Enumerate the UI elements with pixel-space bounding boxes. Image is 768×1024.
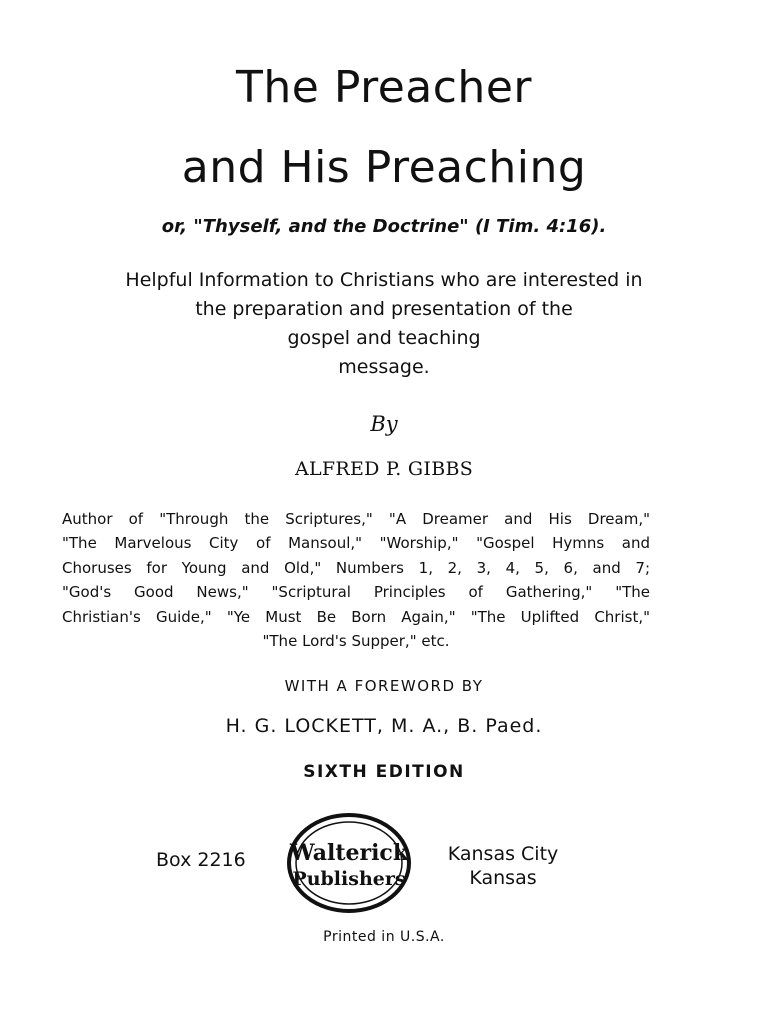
logo-text-line-2: Publishers xyxy=(292,868,406,890)
other-works-line: Choruses for Young and Old," Numbers 1, 2, 3, 4, 5, 6, and 7; xyxy=(62,558,650,577)
other-works-line: Christian's Guide," "Ye Must Be Born Again," "The Uplifted Christ," xyxy=(62,607,650,626)
book-title-line-1: The Preacher xyxy=(236,62,532,113)
printed-note: Printed in U.S.A. xyxy=(323,929,445,945)
byline: By xyxy=(370,412,398,436)
book-title-line-2: and His Preaching xyxy=(181,142,587,193)
other-works xyxy=(62,507,650,653)
publisher-box: Box 2216 xyxy=(156,849,246,871)
publisher-state: Kansas xyxy=(469,867,537,889)
edition-label: SIXTH EDITION xyxy=(303,762,465,782)
book-subtitle: or, "Thyself, and the Doctrine" (I Tim. 4:16). xyxy=(161,216,607,237)
description-line: the preparation and presentation of the xyxy=(195,298,573,320)
publisher-city: Kansas City xyxy=(447,843,559,865)
publisher-logo xyxy=(284,810,414,916)
description-line: gospel and teaching xyxy=(287,327,481,349)
author-name: ALFRED P. GIBBS xyxy=(294,458,474,480)
logo-text-line-1: Walterick xyxy=(289,840,409,866)
foreword-label: WITH A FOREWORD BY xyxy=(284,677,484,695)
publisher-location xyxy=(428,842,578,890)
description-line: message. xyxy=(338,356,430,378)
other-works-line: "God's Good News," "Scriptural Principles of Gathering," "The xyxy=(62,583,650,602)
foreword-author: H. G. LOCKETT, M. A., B. Paed. xyxy=(225,715,543,737)
other-works-line: "The Marvelous City of Mansoul," "Worship," "Gospel Hymns and xyxy=(62,534,650,553)
other-works-line: Author of "Through the Scriptures," "A Dreamer and His Dream," xyxy=(62,510,650,528)
description-line: Helpful Information to Christians who are interested in xyxy=(125,269,643,291)
other-works-line: "The Lord's Supper," etc. xyxy=(262,632,450,651)
